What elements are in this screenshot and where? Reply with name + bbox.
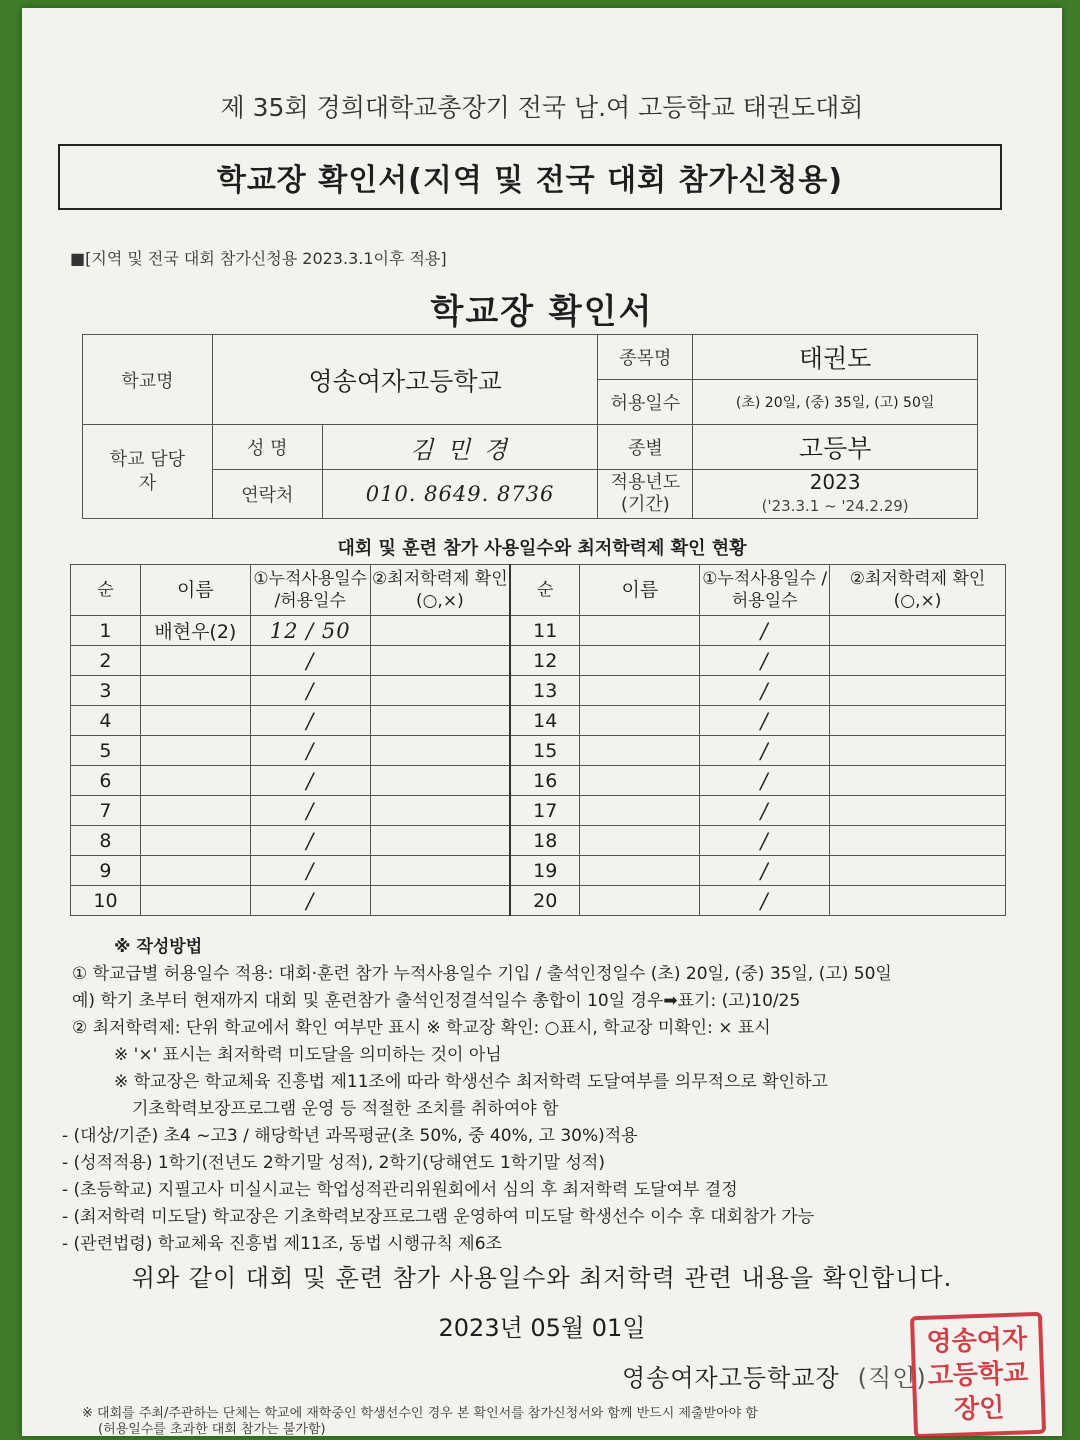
row-check: [370, 646, 510, 676]
writing-instructions: [62, 934, 1052, 1258]
row-name: [580, 826, 700, 856]
row-number: 14: [510, 706, 580, 736]
col-no-right: 순: [510, 565, 580, 616]
row-check: [830, 616, 1006, 646]
row-number: 13: [510, 676, 580, 706]
row-number: 20: [510, 886, 580, 916]
row-check: [370, 616, 510, 646]
note-item1: ① 학교급별 허용일수 적용: 대회·훈련 참가 누적사용일수 기입 / 출석인정일수 (초) 20일, (중) 35일, (고) 50일: [72, 964, 892, 984]
table-row: [71, 766, 1006, 796]
principal-signature: [622, 1358, 927, 1393]
row-days: /: [700, 766, 830, 796]
school-seal-stamp: 영송여자고등학교장인: [910, 1312, 1046, 1439]
row-number: 16: [510, 766, 580, 796]
note-item1-example: 예) 학기 초부터 현재까지 대회 및 훈련참가 출석인정결석일수 총합이 10일 경우➡표기: (고)10/25: [72, 991, 801, 1011]
row-number: 12: [510, 646, 580, 676]
row-number: 9: [71, 856, 141, 886]
footer-line2: (허용일수를 초과한 대회 참가는 불가함): [98, 1422, 326, 1437]
school-name-value: 영송여자고등학교: [212, 335, 598, 425]
row-name: [140, 676, 250, 706]
period-value: ('23.3.1 ~ '24.2.29): [761, 497, 909, 515]
row-days: /: [250, 856, 370, 886]
phone-label: 연락처: [212, 470, 322, 519]
row-check: [830, 856, 1006, 886]
row-days: /: [700, 616, 830, 646]
row-days: /: [700, 796, 830, 826]
note-item3-line2: 기초학력보장프로그램 운영 등 적절한 조치를 취하여야 함: [132, 1099, 559, 1119]
row-name: [580, 796, 700, 826]
row-check: [370, 736, 510, 766]
row-name: [140, 646, 250, 676]
row-check: [830, 676, 1006, 706]
row-name: [140, 706, 250, 736]
row-number: 6: [71, 766, 141, 796]
row-name: [140, 856, 250, 886]
row-days: /: [700, 676, 830, 706]
note-dash2: - (성적적용) 1학기(전년도 2학기말 성적), 2학기(당해연도 1학기말 성적): [62, 1153, 605, 1173]
table-row: [71, 706, 1006, 736]
table-row: [71, 856, 1006, 886]
row-check: [370, 706, 510, 736]
table-row: [71, 646, 1006, 676]
row-name: [580, 766, 700, 796]
note-item2: ② 최저학력제: 단위 학교에서 확인 여부만 표시 ※ 학교장 확인: ○표시, 학교장 미확인: × 표시: [72, 1018, 771, 1038]
row-check: [370, 766, 510, 796]
row-name: [140, 736, 250, 766]
name-label: 성 명: [212, 425, 322, 470]
table-row: [71, 736, 1006, 766]
issue-date: 2023년 05월 01일: [438, 1314, 646, 1342]
row-number: 8: [71, 826, 141, 856]
row-number: 17: [510, 796, 580, 826]
competition-title: 제 35회 경희대학교총장기 전국 남.여 고등학교 태권도대회: [220, 93, 864, 122]
row-days: /: [250, 676, 370, 706]
row-check: [370, 796, 510, 826]
row-name: [140, 826, 250, 856]
row-check: [370, 886, 510, 916]
year-value: 2023: [809, 470, 861, 494]
col-days-right: ①누적사용일수 /허용일수: [700, 565, 830, 616]
row-days: /: [700, 826, 830, 856]
school-name-label: 학교명: [83, 335, 213, 425]
confirmation-statement: 위와 같이 대회 및 훈련 참가 사용일수와 최저학력 관련 내용을 확인합니다.: [131, 1264, 953, 1292]
row-check: [370, 676, 510, 706]
row-check: [830, 826, 1006, 856]
document-title: 학교장 확인서: [430, 292, 654, 332]
footer-line1: ※ 대회를 주최/주관하는 단체는 학교에 재학중인 학생선수인 경우 본 확인서를 참가신청서와 함께 반드시 제출받아야 함: [82, 1406, 758, 1421]
row-name: [580, 886, 700, 916]
allowed-days-value: (초) 20일, (중) 35일, (고) 50일: [693, 380, 978, 425]
contact-name-value: 김 민 경: [322, 425, 598, 470]
row-check: [830, 736, 1006, 766]
row-days: /: [250, 826, 370, 856]
note-item3-line1: ※ 학교장은 학교체육 진흥법 제11조에 따라 학생선수 최저학력 도달여부를 의무적으로 확인하고: [114, 1072, 828, 1092]
status-rows: [71, 616, 1006, 916]
row-days: /: [700, 886, 830, 916]
col-name-left: 이름: [140, 565, 250, 616]
row-name: [580, 706, 700, 736]
footer-note: [82, 1406, 1042, 1438]
event-value: 태권도: [693, 335, 978, 380]
row-days: /: [250, 886, 370, 916]
row-name: [580, 856, 700, 886]
division-value: 고등부: [693, 425, 978, 470]
table-row: [71, 676, 1006, 706]
row-check: [370, 826, 510, 856]
row-name: [140, 796, 250, 826]
status-table: [70, 564, 1006, 916]
year-label: 적용년도 (기간): [598, 470, 693, 519]
row-number: 5: [71, 736, 141, 766]
row-number: 4: [71, 706, 141, 736]
allowed-days-label: 허용일수: [598, 380, 693, 425]
contact-person-label: 학교 담당자: [83, 425, 213, 519]
row-check: [830, 646, 1006, 676]
row-days: /: [700, 706, 830, 736]
row-days: 12 / 50: [250, 616, 370, 646]
row-number: 3: [71, 676, 141, 706]
table-row: [71, 796, 1006, 826]
note-dash4: - (최저학력 미도달) 학교장은 기초학력보장프로그램 운영하여 미도달 학생선수 이수 후 대회참가 가능: [62, 1207, 815, 1227]
table-row: [71, 826, 1006, 856]
row-days: /: [250, 646, 370, 676]
row-check: [830, 706, 1006, 736]
table-row: [71, 886, 1006, 916]
confirmation-document: [22, 8, 1062, 1436]
note-item2-note: ※ '×' 표시는 최저학력 미도달을 의미하는 것이 아님: [114, 1045, 502, 1065]
row-check: [830, 886, 1006, 916]
col-check-left: ②최저학력제 확인(○,×): [370, 565, 510, 616]
col-no-left: 순: [71, 565, 141, 616]
row-days: /: [250, 796, 370, 826]
form-header: 학교장 확인서(지역 및 전국 대회 참가신청용): [58, 144, 1002, 210]
seal-mark: (직인): [857, 1364, 927, 1392]
row-days: /: [700, 856, 830, 886]
row-check: [830, 766, 1006, 796]
col-days-left: ①누적사용일수 /허용일수: [250, 565, 370, 616]
row-days: /: [250, 766, 370, 796]
row-name: [580, 736, 700, 766]
row-check: [370, 856, 510, 886]
row-name: [580, 616, 700, 646]
signer-name: 영송여자고등학교장: [622, 1364, 840, 1392]
row-number: 1: [71, 616, 141, 646]
note-dash5: - (관련법령) 학교체육 진흥법 제11조, 동법 시행규칙 제6조: [62, 1234, 502, 1254]
col-name-right: 이름: [580, 565, 700, 616]
row-number: 2: [71, 646, 141, 676]
row-number: 11: [510, 616, 580, 646]
row-name: 배현우(2): [140, 616, 250, 646]
notes-heading: ※ 작성방법: [114, 937, 203, 957]
status-heading: 대회 및 훈련 참가 사용일수와 최저학력제 확인 현황: [337, 538, 747, 559]
row-name: [140, 766, 250, 796]
row-number: 18: [510, 826, 580, 856]
apply-note: ■[지역 및 전국 대회 참가신청용 2023.3.1이후 적용]: [70, 249, 447, 268]
row-name: [140, 886, 250, 916]
note-dash3: - (초등학교) 지필고사 미실시교는 학업성적관리위원회에서 심의 후 최저학력 도달여부 결정: [62, 1180, 738, 1200]
col-check-right: ②최저학력제 확인(○,×): [830, 565, 1006, 616]
row-number: 15: [510, 736, 580, 766]
row-days: /: [700, 736, 830, 766]
row-days: /: [250, 706, 370, 736]
phone-value: 010. 8649. 8736: [322, 470, 598, 519]
row-number: 7: [71, 796, 141, 826]
row-days: /: [700, 646, 830, 676]
table-row: [71, 616, 1006, 646]
row-name: [580, 676, 700, 706]
row-days: /: [250, 736, 370, 766]
row-check: [830, 796, 1006, 826]
event-label: 종목명: [598, 335, 693, 380]
division-label: 종별: [598, 425, 693, 470]
row-number: 19: [510, 856, 580, 886]
school-info-table: [82, 334, 978, 519]
row-name: [580, 646, 700, 676]
row-number: 10: [71, 886, 141, 916]
note-dash1: - (대상/기준) 초4 ~고3 / 해당학년 과목평균(초 50%, 중 40%, 고 30%)적용: [62, 1126, 638, 1146]
